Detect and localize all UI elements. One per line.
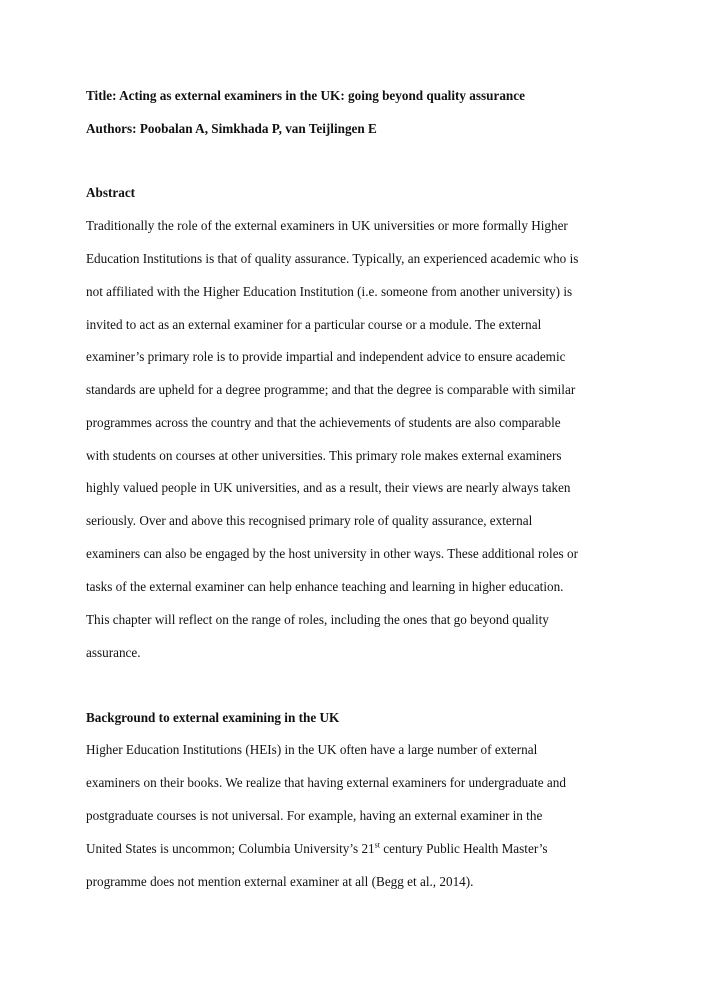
abstract-line: Traditionally the role of the external examiners in UK universities or more formally Higher bbox=[86, 218, 568, 233]
document-authors: Authors: Poobalan A, Simkhada P, van Teijlingen E bbox=[86, 121, 377, 136]
abstract-line: standards are upheld for a degree programme; and that the degree is comparable with similar bbox=[86, 382, 576, 397]
document-title: Title: Acting as external examiners in the UK: going beyond quality assurance bbox=[86, 88, 525, 103]
background-line-text: century Public Health Master’s bbox=[380, 841, 548, 856]
background-line bbox=[86, 841, 548, 857]
abstract-line: invited to act as an external examiner for a particular course or a module. The external bbox=[86, 317, 542, 332]
abstract-line: programmes across the country and that the achievements of students are also comparable bbox=[86, 415, 561, 430]
abstract-line: seriously. Over and above this recognised primary role of quality assurance, external bbox=[86, 513, 533, 528]
abstract-line: This chapter will reflect on the range of roles, including the ones that go beyond quality bbox=[86, 612, 549, 627]
abstract-heading: Abstract bbox=[86, 185, 136, 200]
background-line: Higher Education Institutions (HEIs) in the UK often have a large number of external bbox=[86, 742, 538, 757]
abstract-line: examiners can also be engaged by the host university in other ways. These additional roles or bbox=[86, 546, 578, 561]
background-line-text: United States is uncommon; Columbia University’s 21 bbox=[86, 841, 375, 856]
abstract-line: assurance. bbox=[86, 645, 141, 660]
background-line: programme does not mention external examiner at all (Begg et al., 2014). bbox=[86, 874, 474, 889]
abstract-line: examiner’s primary role is to provide impartial and independent advice to ensure academic bbox=[86, 349, 566, 364]
abstract-line: Education Institutions is that of quality assurance. Typically, an experienced academic who is bbox=[86, 251, 579, 266]
abstract-line: not affiliated with the Higher Education Institution (i.e. someone from another university) is bbox=[86, 284, 573, 299]
abstract-line: highly valued people in UK universities, and as a result, their views are nearly always taken bbox=[86, 480, 571, 495]
abstract-line: with students on courses at other universities. This primary role makes external examiners bbox=[86, 448, 562, 463]
ordinal-superscript: st bbox=[374, 840, 380, 850]
background-line: examiners on their books. We realize that having external examiners for undergraduate and bbox=[86, 775, 566, 790]
background-line: postgraduate courses is not universal. For example, having an external examiner in the bbox=[86, 808, 543, 823]
abstract-line: tasks of the external examiner can help enhance teaching and learning in higher education. bbox=[86, 579, 564, 594]
background-heading: Background to external examining in the UK bbox=[86, 710, 340, 725]
